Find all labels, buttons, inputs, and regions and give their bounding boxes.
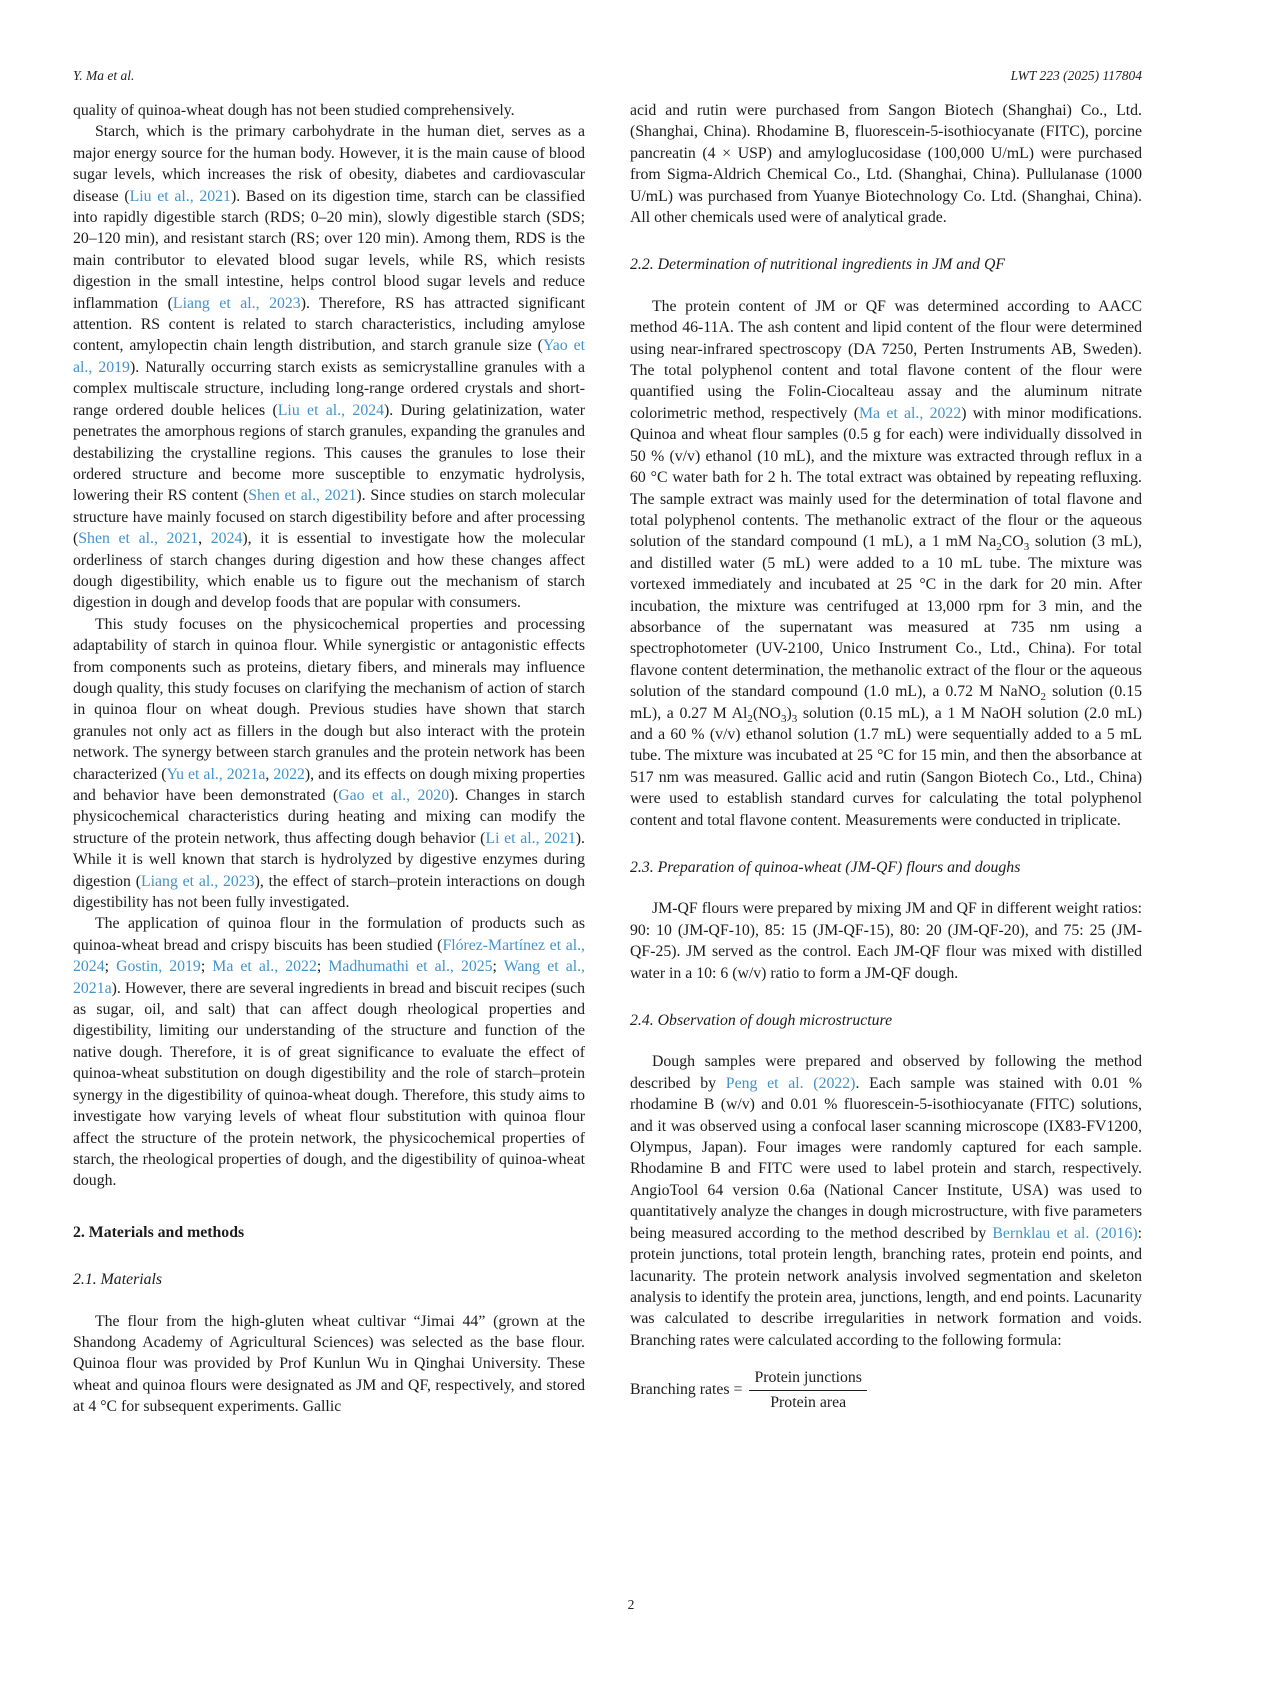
citation-link[interactable]: 2022: [273, 765, 305, 783]
citation-link[interactable]: Ma et al., 2022: [858, 404, 962, 422]
paragraph: [73, 614, 585, 914]
left-column: [73, 100, 585, 1418]
text-segment: . Each sample was stained with 0.01 % rhodamine B (w/v) and 0.01 % fluorescein-5-isothiocyanate (FITC) solutions, and it was observed using a confocal laser scanning microscope (IX83-FV1200, Olympus, Japan). Four images were randomly captured for each sample. Rhodamine B and FITC were used to label protein and starch, respectively. AngioTool 64 version 0.6a (National Cancer Institute, USA) was used to quantitatively analyze the changes in dough microstructure, with five parameters being measured according to the method described by: [630, 1074, 1142, 1242]
text-segment: ), and its effects on dough mixing properties and behavior have been demonstrated (: [73, 765, 585, 804]
text-segment: ,: [265, 765, 274, 783]
subscript-text: 2: [1040, 691, 1047, 704]
citation-link[interactable]: Wang et al., 2021a: [73, 958, 586, 997]
text-segment: Dough samples were prepared and observed by following the method described by: [630, 1053, 1142, 1092]
text-segment: ). Changes in starch physicochemical characteristics during heating and mixing can modify the structure of the protein network, thus affecting dough behavior (: [73, 787, 585, 847]
text-segment: The flour from the high-gluten wheat cultivar “Jimai 44” (grown at the Shandong Academy of Agricultural Sciences) was selected as the base flour. Quinoa flour was provided by Prof Kunlun Wu in Qinghai University. These wheat and quinoa flours were designated as JM and QF, respectively, and stored at 4 °C for subsequent experiments. Gallic: [73, 1312, 585, 1416]
text-segment: ). However, there are several ingredients in bread and biscuit recipes (such as sugar, oil, and salt) that can affect dough rheological properties and digestibility, limiting our understanding of the structure and function of the native dough. Therefore, it is of great significance to evaluate the effect of quinoa-wheat substitution on dough digestibility and the role of starch–protein synergy in the digestibility of quinoa-wheat dough. Therefore, this study aims to investigate how varying levels of wheat flour substitution with quinoa flour affect the structure of the protein network, the physicochemical properties of starch, the rheological properties of dough, and the digestibility of quinoa-wheat dough.: [73, 979, 585, 1190]
citation-link[interactable]: Gostin, 2019: [116, 958, 201, 976]
running-head-author: Y. Ma et al.: [73, 68, 135, 83]
text-segment: ,: [198, 530, 211, 548]
subsection-heading: 2.3. Preparation of quinoa-wheat (JM-QF) flours and doughs: [630, 859, 1021, 876]
paragraph: [73, 121, 585, 613]
text-segment: solution (3 mL), and distilled water (5 mL) were added to a 10 mL tube. The mixture was vortexed immediately and incubated at 25 °C in the dark for 20 min. After incubation, the mixture was centrifuged at 13,000 rpm for 3 min, and the absorbance of the supernatant was measured at 735 nm using a spectrophotometer (UV-2100, Unico Instrument Co., Ltd., China). For total flavone content determination, the methanolic extract of the flour or the aqueous solution of the standard compound (1.0 mL), a 0.72 M NaNO: [630, 533, 1143, 701]
citation-link[interactable]: Shen et al., 2021: [248, 487, 357, 505]
text-segment: ) with minor modifications. Quinoa and wheat flour samples (0.5 g for each) were individually dissolved in 50 % (v/v) ethanol (10 mL), and the mixture was extracted through reflux in a 60 °C water bath for 2 h. The total extract was obtained by repeating refluxing. The sample extract was mainly used for the determination of total flavone and total polyphenol contents. The methanolic extract of the flour or the aqueous solution of the standard compound (1 mL), a 1 mM Na: [630, 404, 1142, 551]
text-segment: The protein content of JM or QF was determined according to AACC method 46-11A. The ash content and lipid content of the flour were determined using near-infrared spectroscopy (DA 7250, Perten Instruments AB, Sweden). The total polyphenol content and total flavone content of the flour were quantified using the Folin-Ciocalteau assay and the aluminum nitrate colorimetric method, respectively (: [630, 297, 1142, 422]
text-segment: ). While it is well known that starch is hydrolyzed by digestive enzymes during digestion (: [73, 829, 586, 890]
page-number: 2: [627, 1597, 635, 1612]
formula-fraction: [749, 1367, 867, 1413]
paragraph: [73, 100, 585, 121]
citation-link[interactable]: Shen et al., 2021: [78, 530, 199, 548]
citation-link[interactable]: Yao et al., 2019: [73, 337, 585, 376]
citation-link[interactable]: Gao et al., 2020: [338, 787, 450, 804]
section-heading: 2. Materials and methods: [73, 1223, 245, 1241]
text-segment: ). Naturally occurring starch exists as semicrystalline granules with a complex multiscale structure, including long-range ordered crystals and short-range ordered double helices (: [73, 358, 585, 419]
fraction-denominator: Protein area: [749, 1390, 867, 1413]
citation-link[interactable]: 2024: [210, 530, 243, 548]
text-segment: acid and rutin were purchased from Sangon Biotech (Shanghai) Co., Ltd. (Shanghai, China). Rhodamine B, fluorescein-5-isothiocyanate (FITC), porcine pancreatin (4 × USP) and amyloglucosidase (100,000 U/mL) were purchased from Sigma-Aldrich Chemical Co., Ltd. (Shanghai, China). Pullulanase (1000 U/mL) was purchased from Yuanye Biotechnology Co. Ltd. (Shanghai, China). All other chemicals used were of analytical grade.: [630, 102, 1142, 227]
text-segment: ): [786, 704, 792, 722]
text-segment: : protein junctions, total protein length, branching rates, protein end points, and lacunarity. The protein network analysis involved segmentation and skeleton analysis to identify the protein area, junctions, length, and end points. Lacunarity was calculated to describe irregularities in network formation and voids. Branching rates were calculated according to the following formula:: [630, 1224, 1142, 1349]
subscript-text: 3: [780, 712, 787, 725]
subscript-text: 3: [791, 712, 798, 725]
text-segment: JM-QF flours were prepared by mixing JM and QF in different weight ratios: 90: 10 (JM-QF-10), 85: 15 (JM-QF-15), 80: 20 (JM-QF-20), and 75: 25 (JM-QF-25). JM served as the control. Each JM-QF flour was mixed with distilled water in a 10: 6 (w/v) ratio to form a JM-QF dough.: [630, 900, 1142, 982]
text-segment: ). During gelatinization, water penetrates the amorphous regions of starch granules, expanding the granules and destabilizing the crystalline regions. This causes the granules to lose their ordered structure and become more susceptible to enzymatic hydrolysis, lowering their RS content (: [73, 401, 586, 505]
citation-link[interactable]: Flórez-Martínez et al., 2024: [73, 936, 585, 976]
subscript-text: 3: [1023, 541, 1030, 554]
text-segment: ). Based on its digestion time, starch can be classified into rapidly digestible starch (RDS; 0–20 min), slowly digestible starch (SDS; 20–120 min), and resistant starch (RS; over 120 min). Among them, RDS is the main contributor to elevated blood sugar levels, while RS, which resists digestion in the small intestine, helps control blood sugar levels and reduce inflammation (: [73, 187, 586, 312]
subsection-heading: 2.4. Observation of dough microstructure: [630, 1012, 893, 1030]
text-segment: Starch, which is the primary carbohydrate in the human diet, serves as a major energy source for the human body. However, it is the main cause of blood sugar levels, which increases the risk of obesity, diabetes and cardiovascular disease (: [73, 123, 585, 205]
text-segment: This study focuses on the physicochemical properties and processing adaptability of starch in quinoa flour. While synergistic or antagonistic effects from components such as proteins, dietary fibers, and minerals may influence dough quality, this study focuses on clarifying the mechanism of action of starch in quinoa flour on wheat dough. Previous studies have shown that starch granules not only act as fillers in the dough but also interact with the protein network. The synergy between starch granules and the protein network has been characterized (: [73, 615, 585, 783]
subsection-heading: 2.2. Determination of nutritional ingredients in JM and QF: [630, 256, 1005, 274]
text-segment: ). Therefore, RS has attracted significant attention. RS content is related to starch characteristics, including amylose content, amylopectin chain length distribution, and starch granule size (: [73, 294, 585, 355]
text-segment: ;: [492, 958, 504, 976]
fraction-numerator: Protein junctions: [754, 1369, 862, 1387]
right-column: [630, 100, 1142, 1413]
citation-link[interactable]: Madhumathi et al., 2025: [328, 958, 493, 976]
citation-link[interactable]: Liu et al., 2024: [277, 401, 385, 419]
citation-link[interactable]: Peng et al. (2022): [725, 1074, 856, 1092]
citation-link[interactable]: Ma et al., 2022: [212, 958, 317, 976]
citation-link[interactable]: Yu et al., 2021a: [166, 765, 266, 783]
citation-link[interactable]: Li et al., 2021: [485, 829, 576, 847]
text-segment: ;: [104, 958, 117, 976]
citation-link[interactable]: Liang et al., 2023: [141, 872, 255, 890]
text-segment: solution (0.15 mL), a 1 M NaOH solution (2.0 mL) and a 60 % (v/v) ethanol solution (1.7 mL) were sequentially added to a 5 mL tube. The mixture was incubated at 25 °C for 15 min, and then the absorbance at 517 nm was measured. Gallic acid and rutin (Sangon Biotech Co., Ltd., China) were used to establish standard curves for calculating the total polyphenol content and total flavone content. Measurements were conducted in triplicate.: [630, 704, 1142, 829]
text-segment: quality of quinoa-wheat dough has not been studied comprehensively.: [73, 102, 515, 119]
text-segment: ), the effect of starch–protein interactions on dough digestibility has not been fully investigated.: [73, 872, 585, 912]
subsection-heading: 2.1. Materials: [73, 1271, 163, 1289]
citation-link[interactable]: Liu et al., 2021: [129, 187, 231, 205]
citation-link[interactable]: Liang et al., 2023: [172, 294, 301, 312]
paragraph: [630, 898, 1142, 984]
text-segment: CO: [1001, 533, 1024, 551]
text-segment: solution (0.15 mL), a 0.27 M Al: [630, 683, 1142, 722]
paragraph: [630, 296, 1142, 831]
paragraph: [73, 1311, 585, 1418]
text-segment: ;: [316, 958, 329, 976]
subscript-text: 2: [747, 712, 753, 725]
paragraph: [630, 1051, 1142, 1351]
text-segment: ;: [200, 958, 213, 976]
text-segment: ). Since studies on starch molecular structure have mainly focused on starch digestibility before and after processing (: [73, 487, 585, 548]
paragraph: [630, 100, 1142, 228]
text-segment: (NO: [752, 704, 781, 722]
subscript-text: 2: [996, 541, 1002, 554]
paragraph: [73, 913, 585, 1191]
running-head-journal-ref: LWT 223 (2025) 117804: [1010, 68, 1142, 83]
text-segment: The application of quinoa flour in the formulation of products such as quinoa-wheat bread and crispy biscuits has been studied (: [73, 915, 585, 954]
citation-link[interactable]: Bernklau et al. (2016): [992, 1224, 1138, 1242]
branching-rates-formula: [630, 1367, 1142, 1413]
text-segment: ), it is essential to investigate how the molecular orderliness of starch changes during digestion and how these changes affect dough digestibility, which enable us to figure out the mechanism of starch digestion in dough and develop foods that are popular with consumers.: [73, 530, 585, 612]
formula-lhs: Branching rates =: [630, 1381, 743, 1399]
